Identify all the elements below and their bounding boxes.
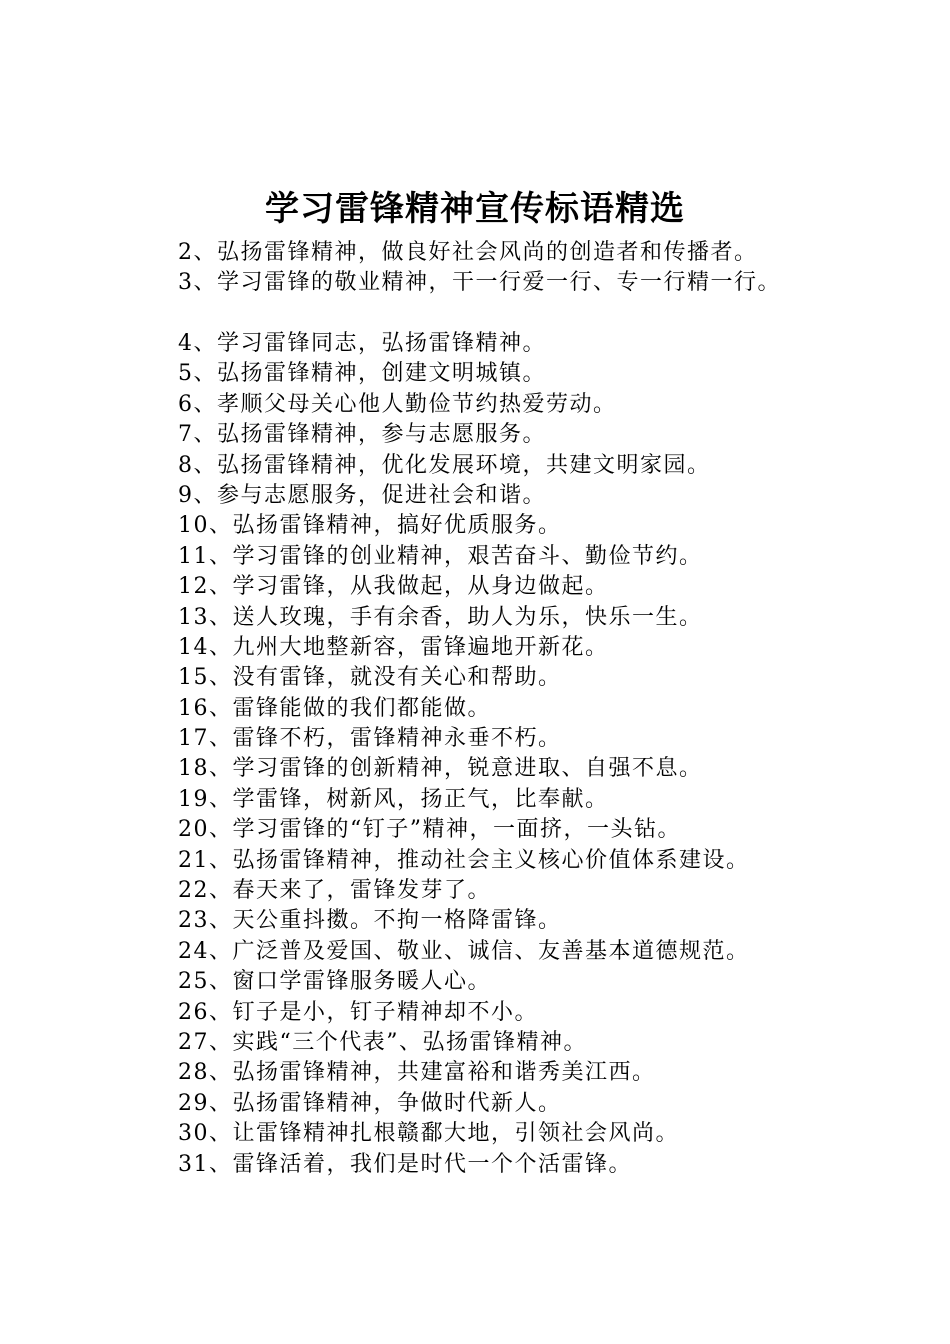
document-title: 学习雷锋精神宣传标语精选 <box>265 189 685 229</box>
slogan-line: 29、弘扬雷锋精神，争做时代新人。 <box>178 1090 562 1116</box>
slogan-line: 24、广泛普及爱国、敬业、诚信、友善基本道德规范。 <box>178 938 750 964</box>
slogan-line: 10、弘扬雷锋精神，搞好优质服务。 <box>178 513 562 539</box>
slogan-line: 3、学习雷锋的敬业精神，干一行爱一行、专一行精一行。 <box>178 270 781 296</box>
slogan-line: 2、弘扬雷锋精神，做良好社会风尚的创造者和传播者。 <box>178 240 758 265</box>
slogan-line: 16、雷锋能做的我们都能做。 <box>178 695 491 721</box>
slogan-line: 14、九州大地整新容，雷锋遍地开新花。 <box>178 634 609 660</box>
slogan-list-top <box>178 238 781 299</box>
slogan-line: 4、学习雷锋同志，弘扬雷锋精神。 <box>178 331 546 356</box>
slogan-line: 30、让雷锋精神扎根赣鄱大地，引领社会风尚。 <box>178 1121 679 1147</box>
slogan-line: 19、学雷锋，树新风，扬正气，比奉献。 <box>178 786 609 812</box>
slogan-list-main <box>178 329 750 1180</box>
slogan-line: 27、实践“三个代表”、弘扬雷锋精神。 <box>178 1029 587 1055</box>
slogan-line: 5、弘扬雷锋精神，创建文明城镇。 <box>178 361 546 387</box>
slogan-line: 31、雷锋活着，我们是时代一个个活雷锋。 <box>178 1151 632 1177</box>
slogan-line: 17、雷锋不朽，雷锋精神永垂不朽。 <box>178 726 562 752</box>
slogan-line: 11、学习雷锋的创业精神，艰苦奋斗、勤俭节约。 <box>178 543 703 569</box>
slogan-line: 9、参与志愿服务，促进社会和谐。 <box>178 482 546 508</box>
slogan-line: 12、学习雷锋，从我做起，从身边做起。 <box>178 574 609 600</box>
slogan-line: 8、弘扬雷锋精神，优化发展环境，共建文明家园。 <box>178 452 711 478</box>
slogan-line: 22、春天来了，雷锋发芽了。 <box>178 878 491 904</box>
slogan-line: 28、弘扬雷锋精神，共建富裕和谐秀美江西。 <box>178 1060 656 1086</box>
slogan-line: 18、学习雷锋的创新精神，锐意进取、自强不息。 <box>178 756 703 782</box>
slogan-line: 15、没有雷锋，就没有关心和帮助。 <box>178 665 562 691</box>
slogan-line: 25、窗口学雷锋服务暖人心。 <box>178 969 491 995</box>
slogan-line: 23、天公重抖擞。不拘一格降雷锋。 <box>178 908 562 934</box>
slogan-line: 13、送人玫瑰，手有余香，助人为乐，快乐一生。 <box>178 604 703 630</box>
slogan-line: 20、学习雷锋的“钉子”精神，一面挤，一头钻。 <box>178 817 681 843</box>
slogan-line: 6、孝顺父母关心他人勤俭节约热爱劳动。 <box>178 391 617 417</box>
slogan-line: 26、钉子是小，钉子精神却不小。 <box>178 999 538 1025</box>
slogan-line: 21、弘扬雷锋精神，推动社会主义核心价值体系建设。 <box>178 847 750 873</box>
slogan-line: 7、弘扬雷锋精神，参与志愿服务。 <box>178 422 546 448</box>
